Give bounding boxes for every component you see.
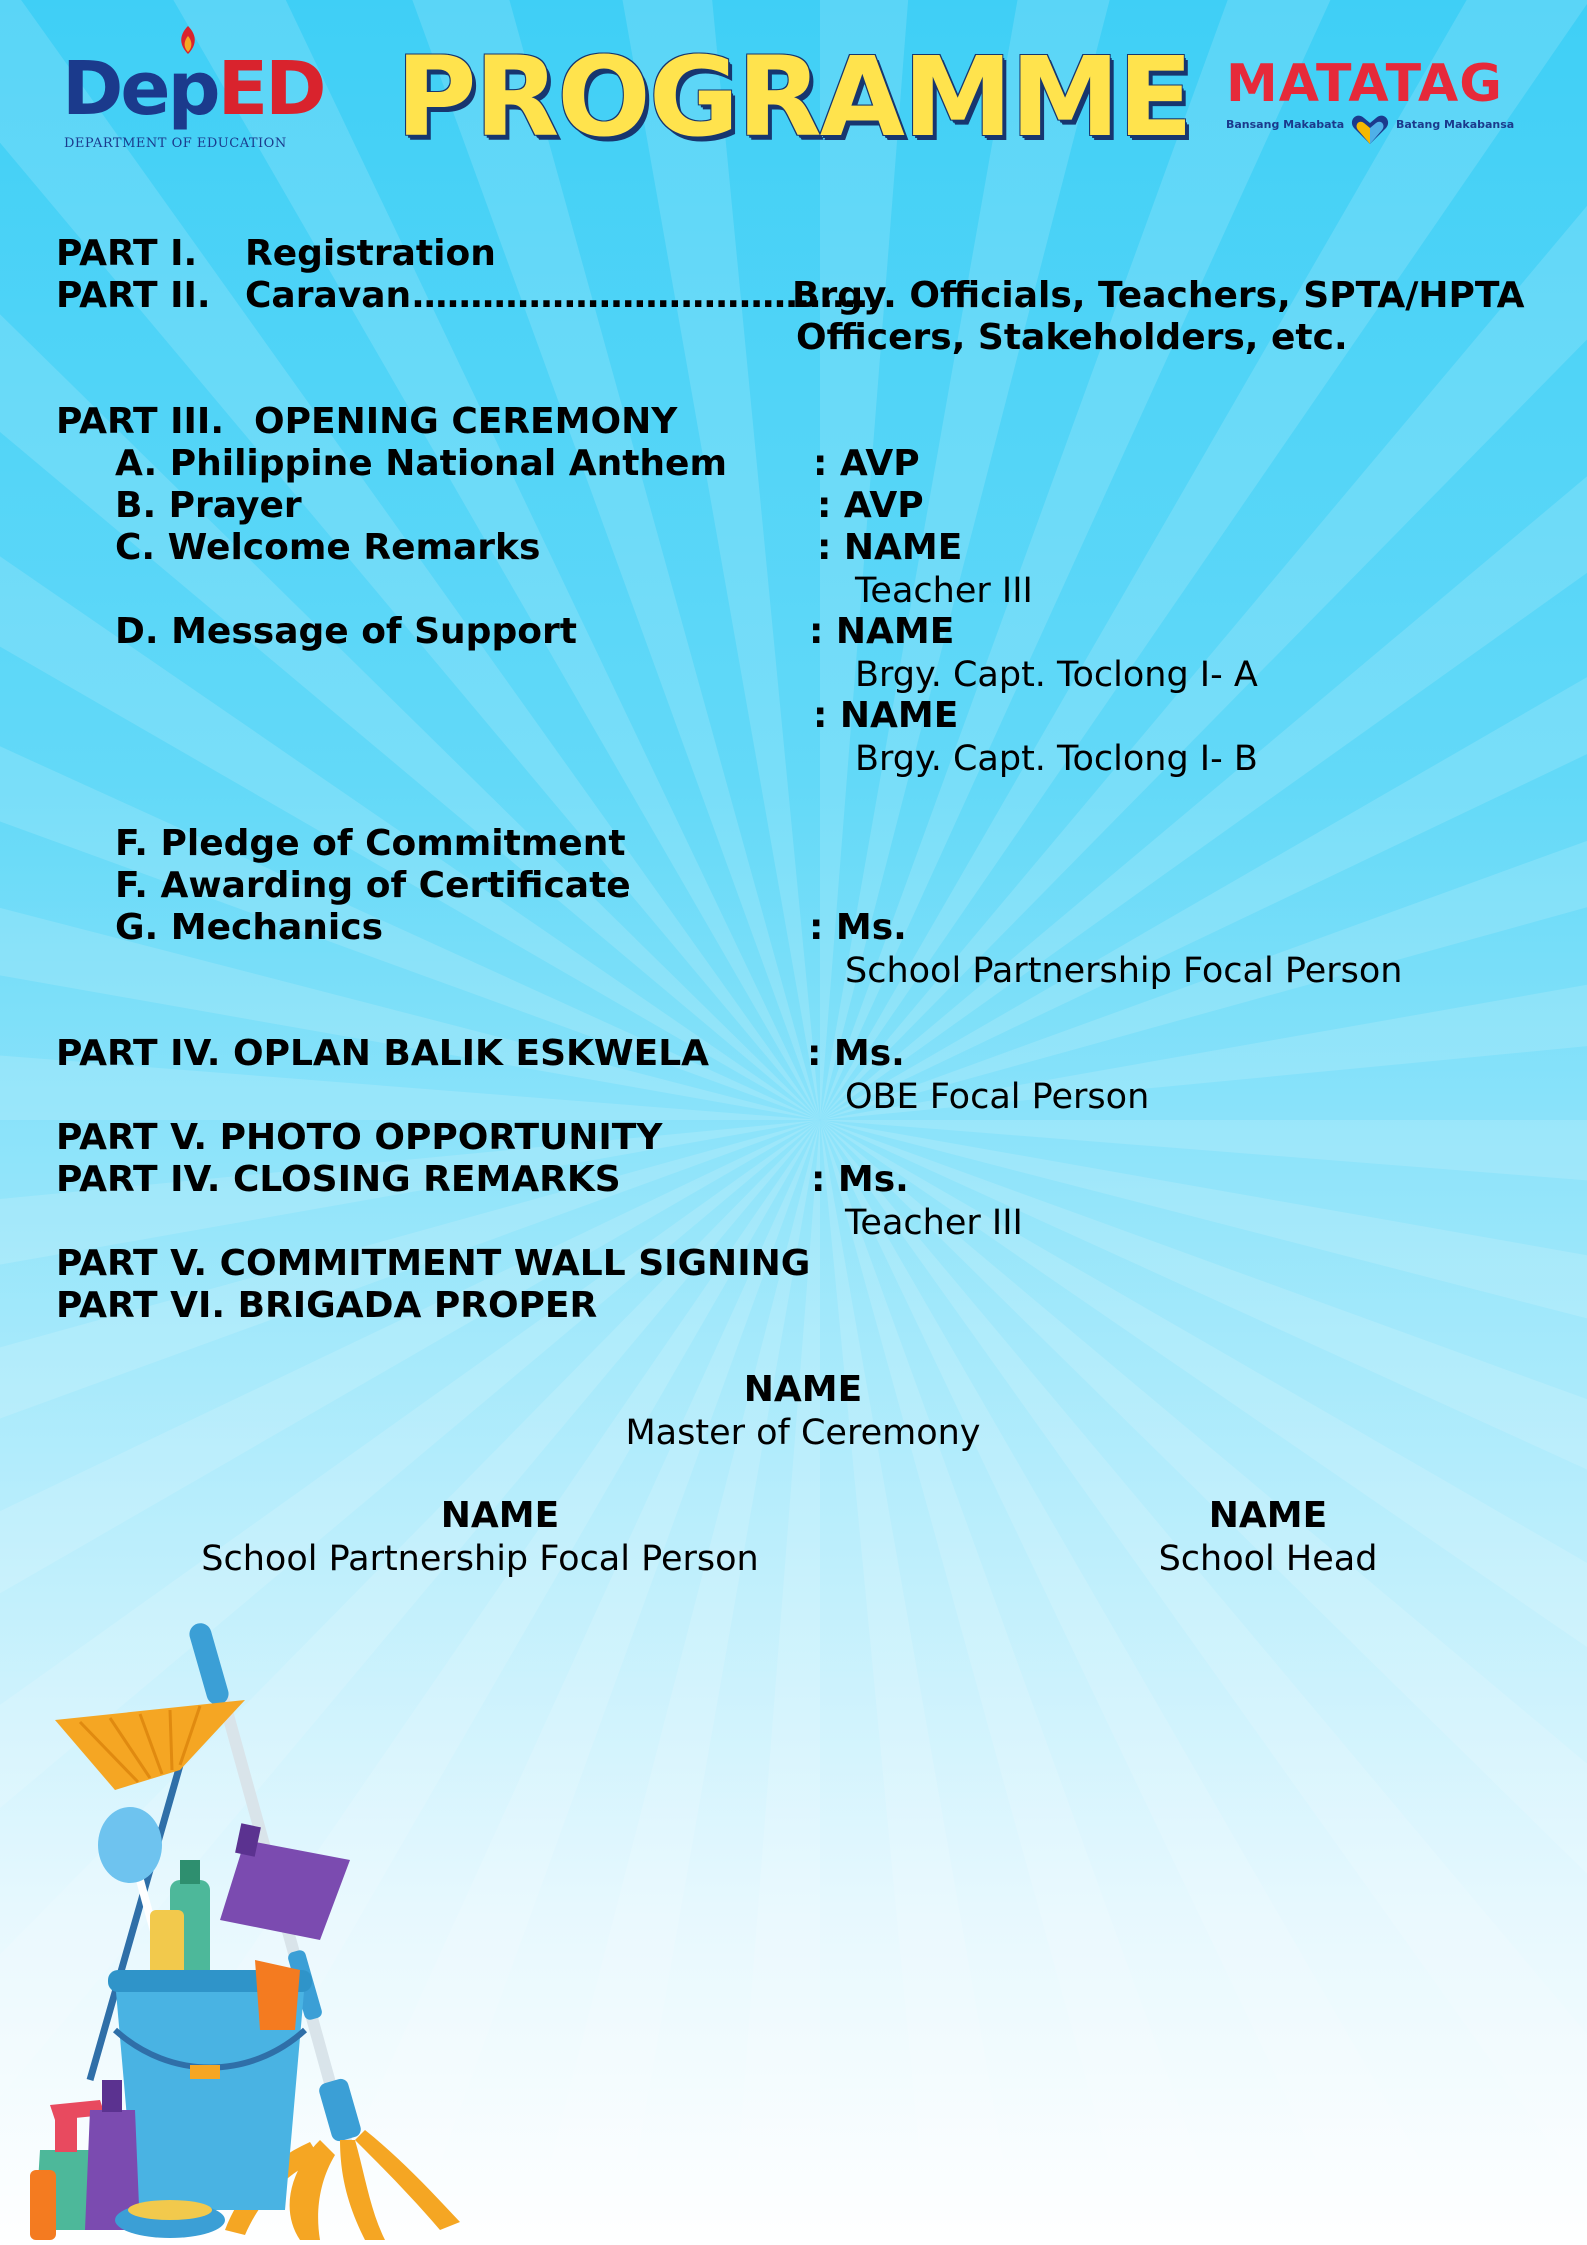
part3-item-anthem: A. Philippine National Anthem <box>115 443 727 484</box>
part5-photo: PART V. PHOTO OPPORTUNITY <box>56 1117 663 1158</box>
part3-item-prayer: B. Prayer <box>115 485 302 526</box>
part4-obe-role: OBE Focal Person <box>845 1077 1150 1117</box>
part3-item-support: D. Message of Support <box>115 611 577 652</box>
part3-item-support-role: Brgy. Capt. Toclong I- A <box>855 655 1258 695</box>
part4-closing-role: Teacher III <box>845 1203 1023 1243</box>
matatag-tagline-left: Bansang Makabata <box>1226 118 1345 131</box>
heart-hands-icon <box>1350 112 1390 146</box>
part3-item-mechanics-by: : Ms. <box>809 907 907 948</box>
part3-title: OPENING CEREMONY <box>254 401 678 442</box>
head-name: NAME <box>1208 1495 1328 1536</box>
part4-closing-by: : Ms. <box>811 1159 909 1200</box>
part3-item-support-by2: : NAME <box>813 695 959 736</box>
page-title: PROGRAMME <box>395 33 1192 161</box>
part3-item-support-by: : NAME <box>809 611 955 652</box>
deped-wordmark-dep: Dep <box>62 46 218 132</box>
part2-participants-line1: Brgy. Officials, Teachers, SPTA/HPTA <box>792 275 1525 316</box>
part2-title-text: Caravan <box>245 275 412 316</box>
part3-item-mechanics: G. Mechanics <box>115 907 383 948</box>
part5-commitment-wall: PART V. COMMITMENT WALL SIGNING <box>56 1243 811 1284</box>
part3-item-anthem-by: : AVP <box>813 443 920 484</box>
head-role: School Head <box>1158 1539 1378 1579</box>
part3-item-welcome-by: : NAME <box>817 527 963 568</box>
deped-subtitle: DEPARTMENT OF EDUCATION <box>64 136 287 151</box>
part6-brigada: PART VI. BRIGADA PROPER <box>56 1285 598 1326</box>
part2-title <box>245 275 879 316</box>
part3-item-awarding: F. Awarding of Certificate <box>115 865 631 906</box>
focal-name: NAME <box>440 1495 560 1536</box>
matatag-logo <box>1222 54 1522 158</box>
matatag-tagline-right: Batang Makabansa <box>1396 118 1515 131</box>
part2-label: PART II. <box>56 275 211 316</box>
part3-item-support-role2: Brgy. Capt. Toclong I- B <box>855 739 1258 779</box>
part1-title: Registration <box>245 233 496 274</box>
emcee-name: NAME <box>743 1369 863 1410</box>
part1-label: PART I. <box>56 233 198 274</box>
focal-role: School Partnership Focal Person <box>201 1539 759 1579</box>
part4-closing: PART IV. CLOSING REMARKS <box>56 1159 621 1200</box>
deped-wordmark-ed: ED <box>217 46 324 132</box>
part3-item-welcome: C. Welcome Remarks <box>115 527 541 568</box>
part3-item-mechanics-role: School Partnership Focal Person <box>845 951 1403 991</box>
cleaning-supplies-icon <box>20 1610 490 2245</box>
emcee-role: Master of Ceremony <box>625 1413 981 1453</box>
part3-item-pledge: F. Pledge of Commitment <box>115 823 626 864</box>
part3-item-welcome-role: Teacher III <box>855 571 1033 611</box>
matatag-wordmark: MATATAG <box>1226 54 1503 114</box>
part3-label: PART III. <box>56 401 224 442</box>
part4-obe-by: : Ms. <box>807 1033 905 1074</box>
part2-dot-leader: ........................................ <box>411 275 879 316</box>
part2-participants-line2: Officers, Stakeholders, etc. <box>796 317 1348 358</box>
part4-obe: PART IV. OPLAN BALIK ESKWELA <box>56 1033 709 1074</box>
part3-item-prayer-by: : AVP <box>817 485 924 526</box>
